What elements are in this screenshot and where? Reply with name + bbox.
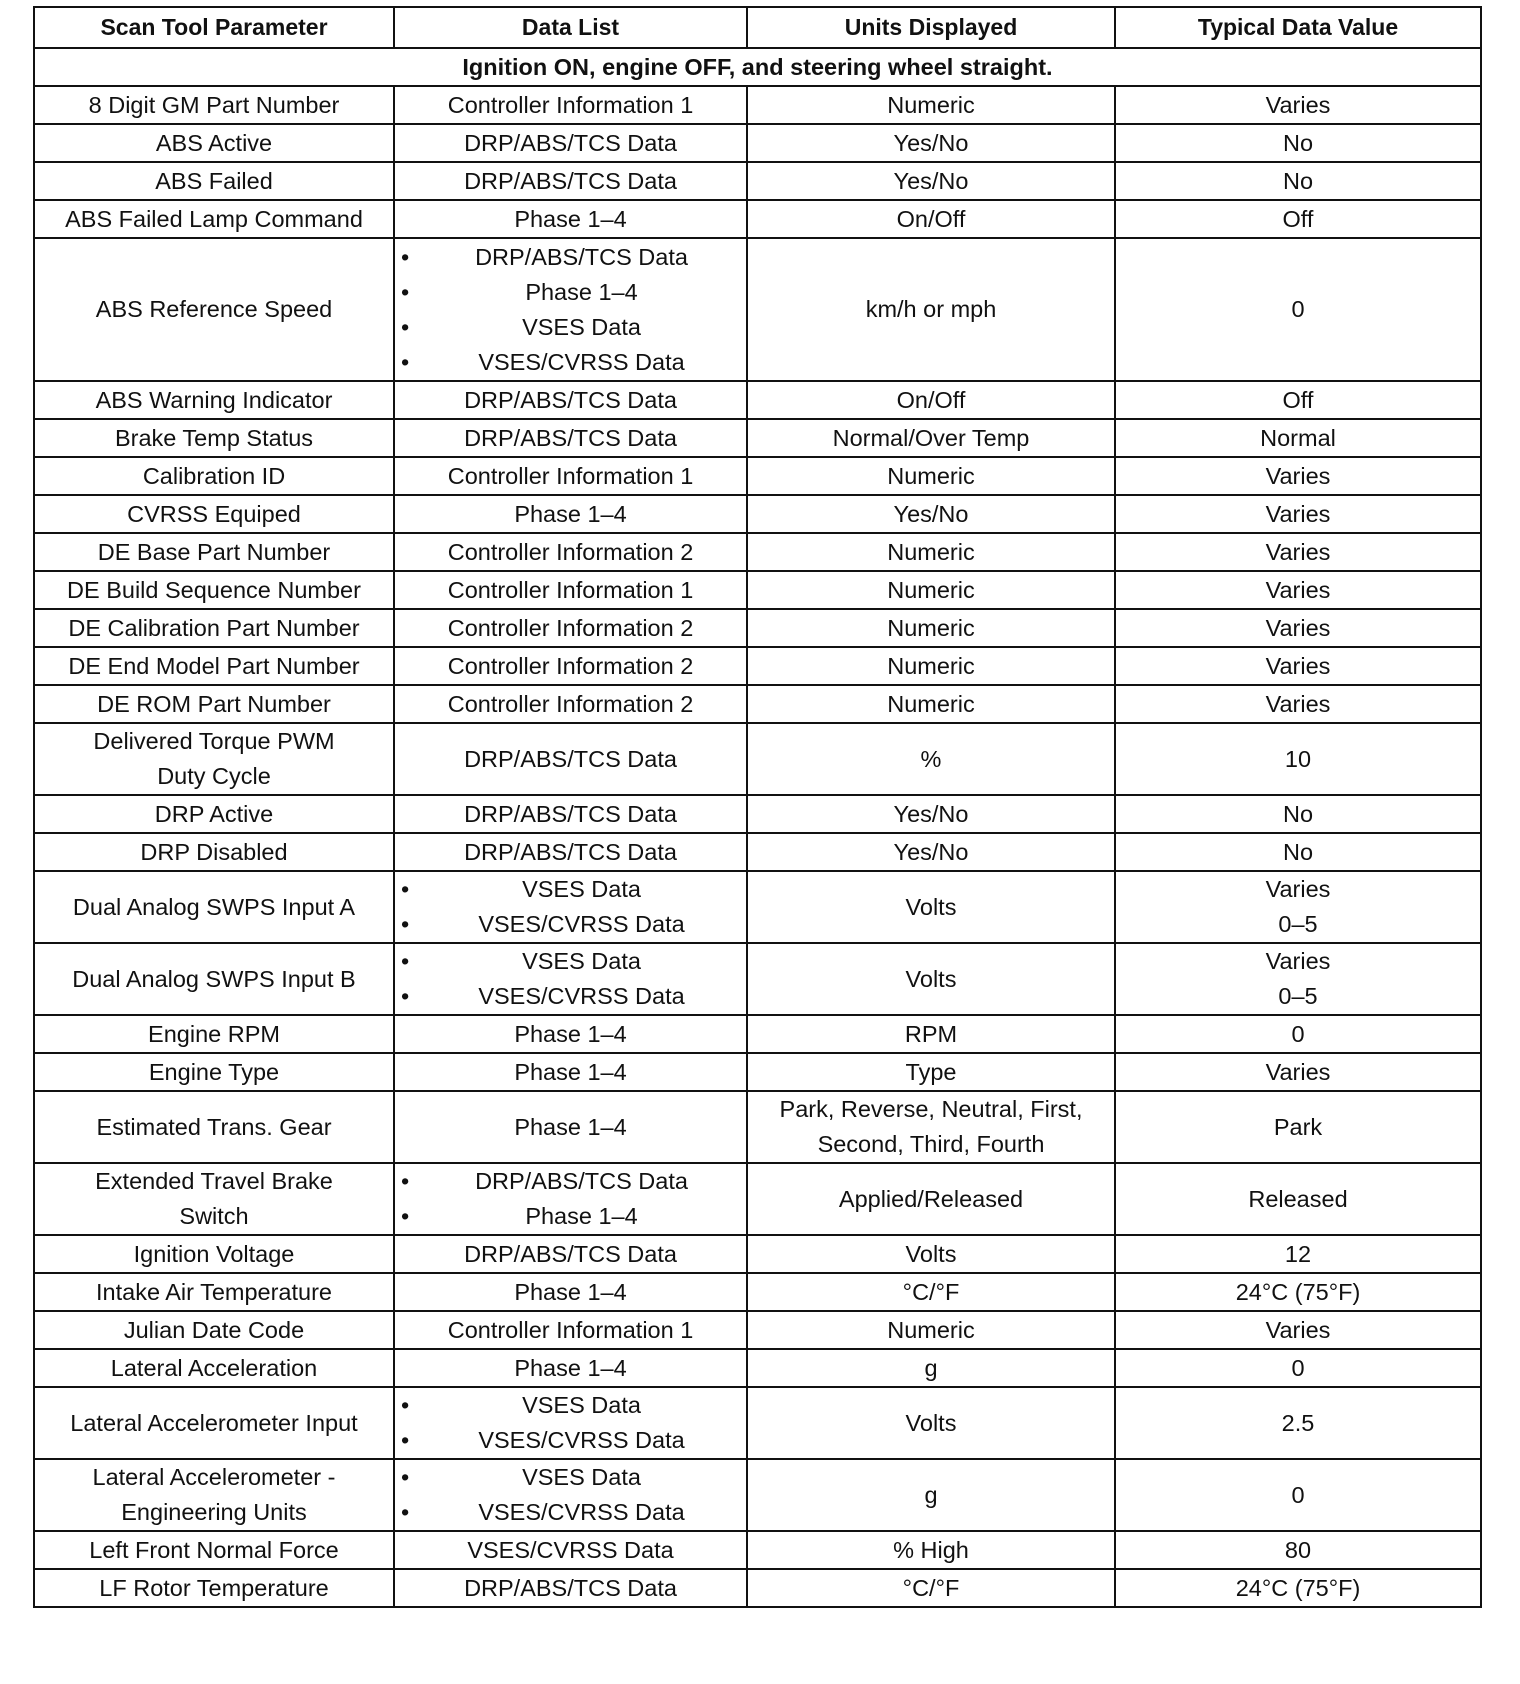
table-row xyxy=(34,685,1481,723)
value-cell: No xyxy=(1115,833,1481,871)
units-cell: Numeric xyxy=(747,609,1115,647)
param-cell: 8 Digit GM Part Number xyxy=(34,86,394,124)
data-list-cell: Controller Information 2 xyxy=(394,533,747,571)
units-cell: Yes/No xyxy=(747,833,1115,871)
header-data-list: Data List xyxy=(394,7,747,48)
data-list-item: • Phase 1–4 xyxy=(401,275,740,310)
param-cell: Calibration ID xyxy=(34,457,394,495)
table-body xyxy=(34,48,1481,1607)
value-cell: Varies xyxy=(1115,495,1481,533)
param-cell-line: Duty Cycle xyxy=(157,763,271,789)
data-list-cell: Phase 1–4 xyxy=(394,1349,747,1387)
data-list-cell: VSES/CVRSS Data xyxy=(394,1531,747,1569)
data-list-cell: DRP/ABS/TCS Data xyxy=(394,381,747,419)
data-list-cell xyxy=(394,871,747,943)
value-cell: 0 xyxy=(1115,1459,1481,1531)
units-cell: RPM xyxy=(747,1015,1115,1053)
data-list-item: • VSES/CVRSS Data xyxy=(401,1495,740,1530)
units-cell: °C/°F xyxy=(747,1569,1115,1607)
value-cell: Varies xyxy=(1115,1311,1481,1349)
units-cell: % xyxy=(747,723,1115,795)
units-cell: Volts xyxy=(747,871,1115,943)
units-cell: Applied/Released xyxy=(747,1163,1115,1235)
units-cell: g xyxy=(747,1459,1115,1531)
table-row xyxy=(34,1273,1481,1311)
data-list-cell: Phase 1–4 xyxy=(394,200,747,238)
data-list-cell: DRP/ABS/TCS Data xyxy=(394,419,747,457)
data-list-cell: Phase 1–4 xyxy=(394,1053,747,1091)
table-row xyxy=(34,495,1481,533)
param-cell: DE End Model Part Number xyxy=(34,647,394,685)
header-typical-data-value: Typical Data Value xyxy=(1115,7,1481,48)
units-cell: Numeric xyxy=(747,1311,1115,1349)
param-cell: Left Front Normal Force xyxy=(34,1531,394,1569)
data-list-bullets xyxy=(401,240,740,380)
param-cell: Intake Air Temperature xyxy=(34,1273,394,1311)
value-cell xyxy=(1115,943,1481,1015)
units-cell: On/Off xyxy=(747,200,1115,238)
header-scan-tool-parameter: Scan Tool Parameter xyxy=(34,7,394,48)
data-list-cell: Phase 1–4 xyxy=(394,495,747,533)
units-cell: Volts xyxy=(747,1235,1115,1273)
units-cell: Yes/No xyxy=(747,795,1115,833)
table-row xyxy=(34,1311,1481,1349)
param-cell-line: Lateral Accelerometer - xyxy=(92,1464,336,1490)
data-list-cell: Phase 1–4 xyxy=(394,1091,747,1163)
param-cell xyxy=(34,723,394,795)
units-cell: On/Off xyxy=(747,381,1115,419)
table-row xyxy=(34,419,1481,457)
data-list-cell: DRP/ABS/TCS Data xyxy=(394,833,747,871)
table-row xyxy=(34,533,1481,571)
param-cell: Lateral Acceleration xyxy=(34,1349,394,1387)
value-cell: 80 xyxy=(1115,1531,1481,1569)
data-list-cell: Controller Information 2 xyxy=(394,609,747,647)
param-cell: DE ROM Part Number xyxy=(34,685,394,723)
table-row xyxy=(34,1235,1481,1273)
units-cell-line: Second, Third, Fourth xyxy=(817,1131,1045,1157)
units-cell: Type xyxy=(747,1053,1115,1091)
value-cell: 0 xyxy=(1115,1015,1481,1053)
table-row xyxy=(34,833,1481,871)
table-row xyxy=(34,86,1481,124)
data-list-item: • DRP/ABS/TCS Data xyxy=(401,240,740,275)
section-row xyxy=(34,48,1481,86)
param-cell-line: Extended Travel Brake xyxy=(95,1168,333,1194)
table-row xyxy=(34,1569,1481,1607)
table-row xyxy=(34,609,1481,647)
data-list-item: • VSES Data xyxy=(401,1388,740,1423)
table-row xyxy=(34,1531,1481,1569)
value-cell-line: 0–5 xyxy=(1278,983,1318,1009)
param-cell: DRP Active xyxy=(34,795,394,833)
data-list-cell: DRP/ABS/TCS Data xyxy=(394,124,747,162)
data-list-item: • DRP/ABS/TCS Data xyxy=(401,1164,740,1199)
units-cell: g xyxy=(747,1349,1115,1387)
table-row xyxy=(34,200,1481,238)
data-list-item: • VSES/CVRSS Data xyxy=(401,979,740,1014)
value-cell: 10 xyxy=(1115,723,1481,795)
param-cell-line: Delivered Torque PWM xyxy=(93,728,335,754)
param-cell: Engine RPM xyxy=(34,1015,394,1053)
param-cell: DE Calibration Part Number xyxy=(34,609,394,647)
param-cell: DE Build Sequence Number xyxy=(34,571,394,609)
units-cell: Normal/Over Temp xyxy=(747,419,1115,457)
table-row xyxy=(34,795,1481,833)
param-cell xyxy=(34,1163,394,1235)
units-cell xyxy=(747,1091,1115,1163)
table-row xyxy=(34,1091,1481,1163)
data-list-cell: DRP/ABS/TCS Data xyxy=(394,795,747,833)
value-cell: Varies xyxy=(1115,571,1481,609)
header-units-displayed: Units Displayed xyxy=(747,7,1115,48)
data-list-cell: DRP/ABS/TCS Data xyxy=(394,723,747,795)
value-cell: 2.5 xyxy=(1115,1387,1481,1459)
table-row xyxy=(34,1015,1481,1053)
data-list-cell: Controller Information 1 xyxy=(394,457,747,495)
data-list-cell xyxy=(394,238,747,381)
units-cell: Numeric xyxy=(747,86,1115,124)
value-cell: 0 xyxy=(1115,1349,1481,1387)
data-list-bullets xyxy=(401,1388,740,1458)
value-cell: Varies xyxy=(1115,86,1481,124)
data-list-cell: DRP/ABS/TCS Data xyxy=(394,1569,747,1607)
section-title: Ignition ON, engine OFF, and steering wheel straight. xyxy=(34,48,1481,86)
table-row xyxy=(34,1163,1481,1235)
scan-tool-data-table xyxy=(33,6,1482,1608)
units-cell: Numeric xyxy=(747,457,1115,495)
data-list-bullets xyxy=(401,872,740,942)
param-cell-line: Engineering Units xyxy=(121,1499,307,1525)
data-list-cell: Controller Information 1 xyxy=(394,571,747,609)
units-cell: °C/°F xyxy=(747,1273,1115,1311)
value-cell: No xyxy=(1115,795,1481,833)
data-list-item: • Phase 1–4 xyxy=(401,1199,740,1234)
table-row xyxy=(34,1387,1481,1459)
data-list-cell xyxy=(394,943,747,1015)
value-cell: No xyxy=(1115,162,1481,200)
data-list-item: • VSES/CVRSS Data xyxy=(401,345,740,380)
value-cell: 12 xyxy=(1115,1235,1481,1273)
param-cell: Estimated Trans. Gear xyxy=(34,1091,394,1163)
data-list-item: • VSES Data xyxy=(401,872,740,907)
value-cell-line: 0–5 xyxy=(1278,911,1318,937)
units-cell: % High xyxy=(747,1531,1115,1569)
value-cell: Varies xyxy=(1115,647,1481,685)
value-cell: Normal xyxy=(1115,419,1481,457)
table-row xyxy=(34,943,1481,1015)
value-cell-line: Varies xyxy=(1265,948,1331,974)
param-cell: ABS Failed xyxy=(34,162,394,200)
table-row xyxy=(34,1349,1481,1387)
param-cell: ABS Reference Speed xyxy=(34,238,394,381)
units-cell: Volts xyxy=(747,943,1115,1015)
data-list-cell: Controller Information 2 xyxy=(394,685,747,723)
param-cell: ABS Warning Indicator xyxy=(34,381,394,419)
table-header xyxy=(34,7,1481,48)
value-cell: No xyxy=(1115,124,1481,162)
value-cell: Off xyxy=(1115,200,1481,238)
param-cell: LF Rotor Temperature xyxy=(34,1569,394,1607)
value-cell: Varies xyxy=(1115,609,1481,647)
table-row xyxy=(34,723,1481,795)
units-cell: km/h or mph xyxy=(747,238,1115,381)
param-cell: Lateral Accelerometer Input xyxy=(34,1387,394,1459)
param-cell: DE Base Part Number xyxy=(34,533,394,571)
table-row xyxy=(34,871,1481,943)
value-cell: Off xyxy=(1115,381,1481,419)
data-list-item: • VSES/CVRSS Data xyxy=(401,907,740,942)
units-cell: Yes/No xyxy=(747,162,1115,200)
table-row xyxy=(34,647,1481,685)
data-list-item: • VSES Data xyxy=(401,1460,740,1495)
param-cell xyxy=(34,1459,394,1531)
table-row xyxy=(34,1053,1481,1091)
data-list-cell xyxy=(394,1387,747,1459)
units-cell: Yes/No xyxy=(747,495,1115,533)
document-page xyxy=(33,6,1480,1608)
table-row xyxy=(34,238,1481,381)
data-list-cell xyxy=(394,1459,747,1531)
data-list-item: • VSES/CVRSS Data xyxy=(401,1423,740,1458)
table-row xyxy=(34,381,1481,419)
units-cell: Numeric xyxy=(747,533,1115,571)
value-cell: Varies xyxy=(1115,533,1481,571)
param-cell: ABS Active xyxy=(34,124,394,162)
data-list-cell: Controller Information 2 xyxy=(394,647,747,685)
data-list-bullets xyxy=(401,1164,740,1234)
data-list-cell: Controller Information 1 xyxy=(394,1311,747,1349)
param-cell: Brake Temp Status xyxy=(34,419,394,457)
data-list-cell: Controller Information 1 xyxy=(394,86,747,124)
data-list-item: • VSES Data xyxy=(401,310,740,345)
param-cell: CVRSS Equiped xyxy=(34,495,394,533)
data-list-cell: Phase 1–4 xyxy=(394,1273,747,1311)
param-cell: Julian Date Code xyxy=(34,1311,394,1349)
data-list-bullets xyxy=(401,944,740,1014)
units-cell-line: Park, Reverse, Neutral, First, xyxy=(779,1096,1083,1122)
data-list-cell: DRP/ABS/TCS Data xyxy=(394,1235,747,1273)
param-cell: Dual Analog SWPS Input A xyxy=(34,871,394,943)
table-row xyxy=(34,124,1481,162)
table-row xyxy=(34,571,1481,609)
table-row xyxy=(34,1459,1481,1531)
header-row xyxy=(34,7,1481,48)
param-cell-line: Switch xyxy=(179,1203,249,1229)
data-list-cell: Phase 1–4 xyxy=(394,1015,747,1053)
value-cell: 24°C (75°F) xyxy=(1115,1273,1481,1311)
data-list-bullets xyxy=(401,1460,740,1530)
value-cell: Varies xyxy=(1115,1053,1481,1091)
table-row xyxy=(34,457,1481,495)
param-cell: DRP Disabled xyxy=(34,833,394,871)
param-cell: ABS Failed Lamp Command xyxy=(34,200,394,238)
units-cell: Yes/No xyxy=(747,124,1115,162)
units-cell: Volts xyxy=(747,1387,1115,1459)
value-cell-line: Varies xyxy=(1265,876,1331,902)
value-cell: 24°C (75°F) xyxy=(1115,1569,1481,1607)
value-cell xyxy=(1115,871,1481,943)
table-row xyxy=(34,162,1481,200)
value-cell: Varies xyxy=(1115,457,1481,495)
data-list-cell: DRP/ABS/TCS Data xyxy=(394,162,747,200)
data-list-item: • VSES Data xyxy=(401,944,740,979)
param-cell: Engine Type xyxy=(34,1053,394,1091)
units-cell: Numeric xyxy=(747,647,1115,685)
units-cell: Numeric xyxy=(747,571,1115,609)
param-cell: Dual Analog SWPS Input B xyxy=(34,943,394,1015)
data-list-cell xyxy=(394,1163,747,1235)
units-cell: Numeric xyxy=(747,685,1115,723)
value-cell: Varies xyxy=(1115,685,1481,723)
value-cell: Park xyxy=(1115,1091,1481,1163)
value-cell: 0 xyxy=(1115,238,1481,381)
value-cell: Released xyxy=(1115,1163,1481,1235)
param-cell: Ignition Voltage xyxy=(34,1235,394,1273)
